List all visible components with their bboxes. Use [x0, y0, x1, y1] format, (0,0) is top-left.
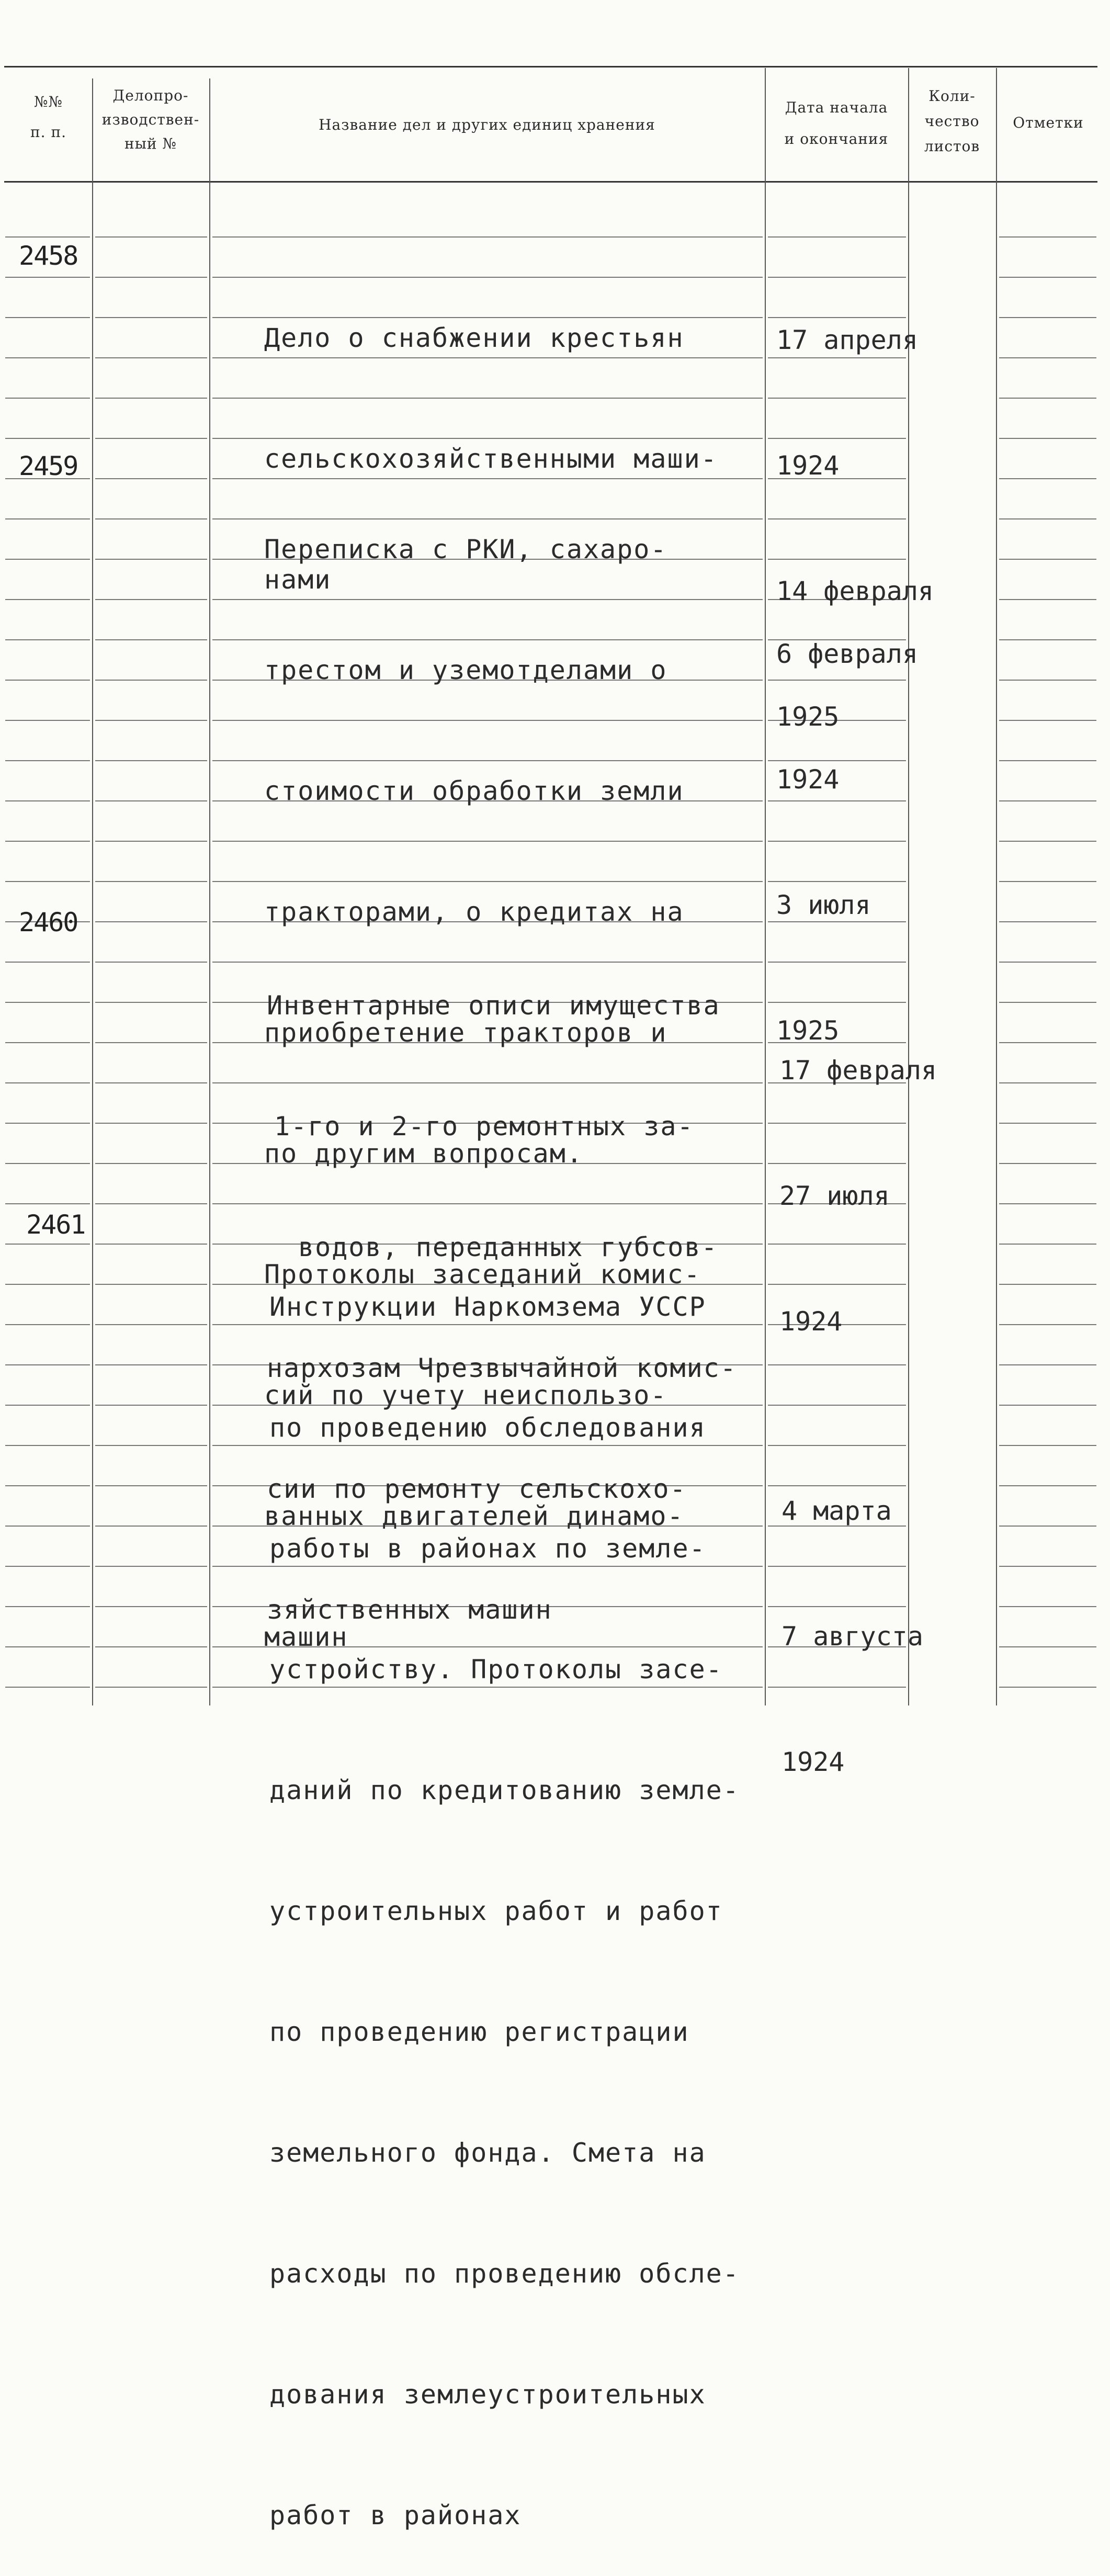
ruled-line	[95, 921, 207, 922]
ruled-line	[95, 1606, 207, 1607]
ruled-line	[5, 1646, 90, 1647]
title-line: по проведению обследования	[269, 1413, 706, 1443]
ruled-line	[95, 1364, 207, 1365]
ruled-line	[5, 236, 90, 238]
ruled-line	[5, 800, 90, 801]
title-line: тракторами, о кредитах на	[264, 897, 684, 927]
ruled-line	[5, 720, 90, 721]
ruled-line	[999, 1606, 1096, 1607]
ruled-line	[999, 1405, 1096, 1406]
header-number-line1: №№	[34, 93, 63, 110]
ruled-line	[999, 317, 1096, 318]
title-line: зяйственных машин	[267, 1595, 552, 1625]
ruled-line	[5, 1405, 90, 1406]
ruled-line	[999, 800, 1096, 801]
ruled-line	[999, 1687, 1096, 1688]
ruled-line	[95, 1082, 207, 1083]
header-sheets-line3: листов	[924, 138, 980, 155]
ruled-line	[5, 398, 90, 399]
title-line: расходы по проведению обсле-	[269, 2258, 740, 2289]
ruled-line	[95, 1042, 207, 1043]
ruled-line	[95, 1445, 207, 1446]
ruled-line	[5, 841, 90, 842]
title-line: трестом и уземотделами о	[264, 655, 667, 685]
ruled-line	[5, 1526, 90, 1527]
header-dates-line2: и окончания	[784, 130, 889, 148]
header-office-number	[93, 84, 208, 156]
ruled-line	[95, 438, 207, 439]
header-number-line2: п. п.	[30, 123, 67, 141]
ruled-line	[95, 1284, 207, 1285]
title-line: сельскохозяйственными маши-	[264, 444, 718, 474]
record-number: 2461	[26, 1210, 85, 1240]
ruled-line	[95, 1002, 207, 1003]
title-line: Инструкции Наркомзема УССР	[269, 1292, 706, 1322]
title-line: дования землеустроительных	[269, 2379, 706, 2410]
title-line: Переписка с РКИ, сахаро-	[264, 534, 667, 564]
date-line: 1924	[781, 1747, 845, 1777]
title-line: Инвентарные описи имущества	[267, 990, 720, 1021]
ruled-line	[999, 720, 1096, 721]
ruled-line	[95, 357, 207, 358]
header-sheets-line1: Коли-	[928, 87, 976, 105]
header-office-line2: изводствен-	[101, 111, 200, 128]
ruled-line	[999, 921, 1096, 922]
ruled-line	[5, 357, 90, 358]
ruled-line	[999, 599, 1096, 600]
ruled-line	[5, 599, 90, 600]
title-line: Протоколы заседаний комис-	[264, 1259, 701, 1290]
title-line: машин	[264, 1622, 348, 1652]
ruled-line	[5, 438, 90, 439]
col-divider-5	[996, 68, 997, 1705]
header-title	[210, 112, 764, 138]
title-line: сий по учету неиспользо-	[264, 1380, 667, 1410]
ruled-line	[95, 1324, 207, 1325]
ruled-line	[5, 277, 90, 278]
ruled-line	[5, 317, 90, 318]
title-line: земельного фонда. Смета на	[269, 2138, 706, 2168]
ruled-line	[95, 1203, 207, 1204]
ruled-line	[999, 559, 1096, 560]
ruled-line	[95, 1123, 207, 1124]
ruled-line	[999, 962, 1096, 963]
ruled-line	[5, 639, 90, 640]
col-divider-2	[209, 78, 210, 1705]
header-sheets-line2: чество	[924, 112, 980, 130]
ruled-line	[5, 1445, 90, 1446]
ruled-line	[5, 1324, 90, 1325]
title-line: стоимости обработки земли	[264, 776, 684, 806]
ruled-line	[999, 1566, 1096, 1567]
ruled-line	[5, 760, 90, 761]
header-office-line3: ный №	[124, 135, 177, 152]
ruled-line	[999, 518, 1096, 519]
ruled-line	[999, 438, 1096, 439]
date-line: 17 апреля	[776, 325, 918, 355]
date-line: 27 июля	[779, 1181, 890, 1211]
title-line: нархозам Чрезвычайной комис-	[267, 1353, 737, 1383]
header-title-text: Название дел и других единиц хранения	[319, 116, 655, 133]
ruled-line	[5, 1364, 90, 1365]
table-top-border	[4, 66, 1097, 67]
ruled-line	[95, 1163, 207, 1164]
ruled-line	[5, 1485, 90, 1486]
ruled-line	[5, 518, 90, 519]
ruled-line	[5, 962, 90, 963]
ruled-line	[95, 478, 207, 479]
ruled-line	[999, 639, 1096, 640]
ruled-line	[95, 1526, 207, 1527]
ruled-line	[95, 881, 207, 882]
ruled-line	[999, 478, 1096, 479]
title-line: нами	[264, 564, 332, 595]
title-line: работ в районах	[269, 2500, 522, 2530]
ruled-line	[95, 639, 207, 640]
date-line: 6 февраля	[776, 639, 918, 669]
ruled-line	[999, 1646, 1096, 1647]
ruled-line	[95, 760, 207, 761]
record-number: 2459	[19, 451, 78, 481]
ruled-line	[999, 1526, 1096, 1527]
ruled-line	[5, 1002, 90, 1003]
date-line: 1924	[776, 450, 840, 481]
ruled-line	[5, 1687, 90, 1688]
record-title	[269, 1206, 740, 2576]
title-line: Дело о снабжении крестьян	[264, 323, 684, 353]
ruled-line	[95, 236, 207, 238]
ruled-line	[999, 1002, 1096, 1003]
title-line: по другим вопросам.	[264, 1138, 583, 1169]
ruled-line	[768, 1405, 906, 1406]
header-bottom-border	[4, 181, 1097, 183]
ruled-line	[95, 1687, 207, 1688]
ruled-line	[95, 1646, 207, 1647]
title-line: сии по ремонту сельскохо-	[267, 1474, 687, 1504]
ruled-line	[999, 1284, 1096, 1285]
ruled-line	[999, 236, 1096, 238]
title-line: работы в районах по земле-	[269, 1533, 706, 1564]
title-line: даний по кредитованию земле-	[269, 1775, 740, 1805]
ruled-line	[999, 1082, 1096, 1083]
ruled-line	[95, 317, 207, 318]
ruled-line	[999, 1244, 1096, 1245]
record-dates	[779, 966, 937, 1384]
header-notes-text: Отметки	[1013, 114, 1084, 131]
ruled-line	[95, 1566, 207, 1567]
col-divider-3	[765, 68, 766, 1705]
ruled-line	[95, 720, 207, 721]
ruled-line	[95, 559, 207, 560]
date-line: 1925	[776, 1015, 840, 1046]
header-dates	[766, 92, 907, 155]
ruled-line	[999, 1445, 1096, 1446]
ruled-line	[95, 398, 207, 399]
ruled-line	[95, 962, 207, 963]
ruled-line	[5, 1123, 90, 1124]
header-office-line1: Делопро-	[112, 87, 189, 104]
ruled-line	[5, 1082, 90, 1083]
ruled-line	[999, 760, 1096, 761]
date-line: 1924	[779, 1306, 843, 1337]
ruled-line	[5, 1606, 90, 1607]
col-divider-1	[92, 78, 93, 1705]
ruled-line	[999, 841, 1096, 842]
ruled-line	[5, 680, 90, 681]
ruled-line	[95, 1244, 207, 1245]
header-number	[5, 89, 92, 145]
title-line: ванных двигателей динамо-	[264, 1501, 684, 1531]
header-dates-line1: Дата начала	[785, 99, 888, 116]
ruled-line	[5, 881, 90, 882]
ruled-line	[999, 357, 1096, 358]
title-line: 1-го и 2-го ремонтных за-	[274, 1111, 694, 1142]
header-sheets	[909, 84, 995, 159]
ruled-line	[95, 518, 207, 519]
date-line: 14 февраля	[776, 576, 934, 606]
date-line: 1924	[776, 764, 840, 795]
ruled-line	[95, 277, 207, 278]
ruled-line	[999, 1042, 1096, 1043]
title-line: устроительных работ и работ	[269, 1896, 723, 1926]
ruled-line	[999, 1123, 1096, 1124]
ruled-line	[95, 599, 207, 600]
ruled-line	[999, 1485, 1096, 1486]
ruled-line	[999, 277, 1096, 278]
ruled-line	[5, 1203, 90, 1204]
ruled-line	[5, 1284, 90, 1285]
date-line: 3 июля	[776, 890, 871, 920]
header-notes	[997, 110, 1100, 136]
ruled-line	[999, 1364, 1096, 1365]
ruled-line	[95, 1485, 207, 1486]
ruled-line	[95, 800, 207, 801]
ruled-line	[5, 1163, 90, 1164]
date-line: 4 марта	[781, 1496, 892, 1526]
ruled-line	[95, 841, 207, 842]
ruled-line	[95, 680, 207, 681]
title-line: по проведению регистрации	[269, 2017, 689, 2047]
date-line: 1925	[776, 702, 840, 732]
ruled-line	[95, 1405, 207, 1406]
date-line: 17 февраля	[779, 1055, 937, 1086]
date-line: 7 августа	[781, 1621, 923, 1652]
ruled-line	[999, 1203, 1096, 1204]
ruled-line	[999, 1324, 1096, 1325]
record-dates	[781, 1406, 923, 1825]
record-number: 2460	[19, 907, 78, 937]
ruled-line	[5, 1566, 90, 1567]
ruled-line	[999, 398, 1096, 399]
ruled-line	[999, 680, 1096, 681]
title-line: приобретение тракторов и	[264, 1018, 667, 1048]
ruled-line	[999, 1163, 1096, 1164]
title-line: устройству. Протоколы засе-	[269, 1654, 723, 1685]
ruled-line	[5, 1042, 90, 1043]
record-number: 2458	[19, 241, 78, 271]
ruled-line	[5, 1244, 90, 1245]
ruled-line	[999, 881, 1096, 882]
title-line: водов, переданных губсов-	[298, 1232, 718, 1262]
ruled-line	[5, 559, 90, 560]
